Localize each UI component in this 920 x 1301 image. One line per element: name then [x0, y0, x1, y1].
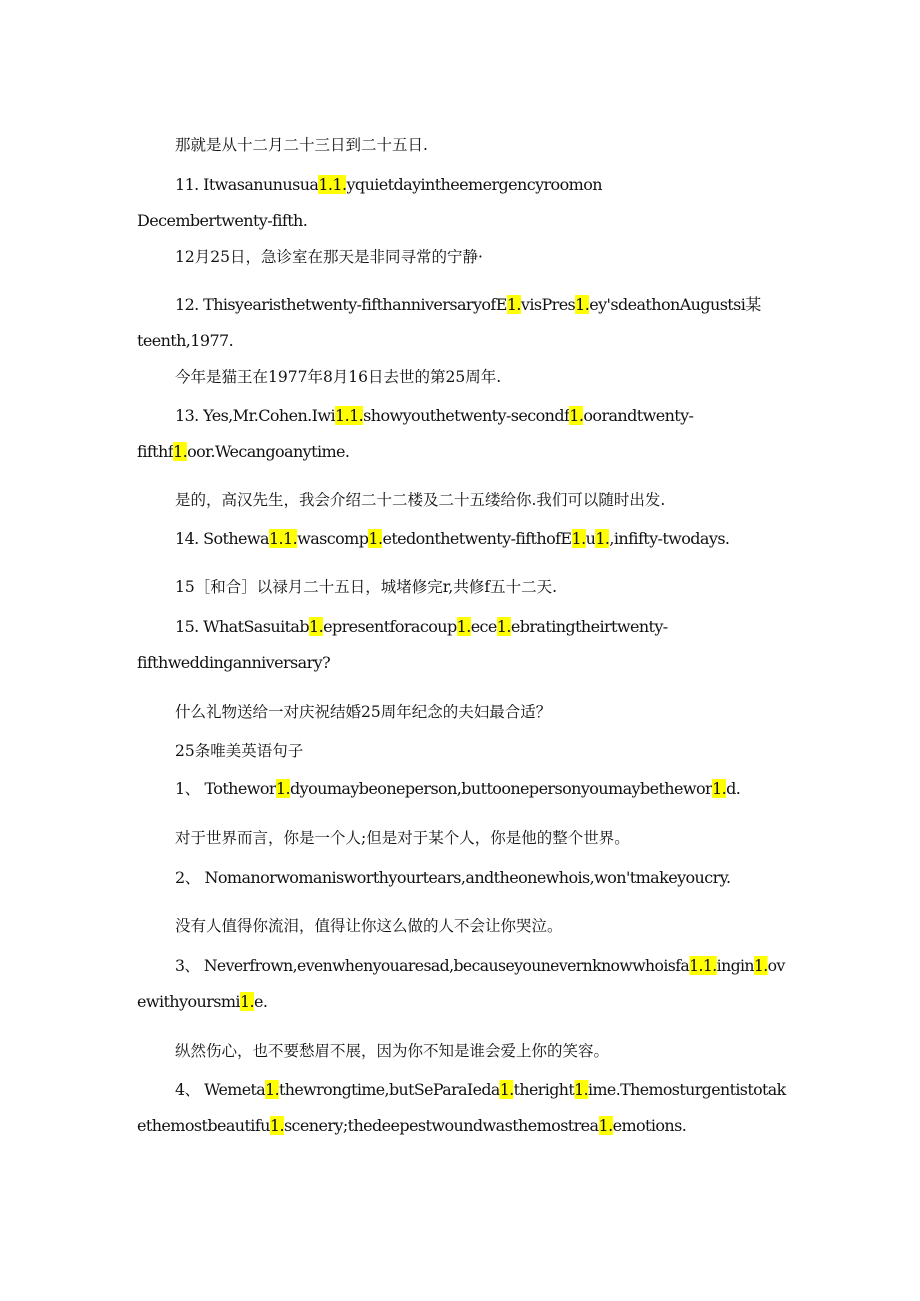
text-segment: 纵然伤心，也不要愁眉不展，因为你不知是谁会爱上你的笑容。: [175, 1042, 610, 1060]
text-line: [175, 406, 693, 426]
text-segment: dyoumaybeoneperson,buttoonepersonyoumaybethewor: [290, 779, 713, 798]
text-segment: showyouthetwenty-secondf: [363, 406, 570, 425]
text-segment: ,infifty-twodays.: [609, 529, 730, 548]
text-line: [175, 779, 740, 799]
text-segment: Decembertwenty-fifth.: [137, 211, 308, 230]
text-segment: visPres: [520, 295, 576, 314]
text-line: [175, 828, 630, 848]
text-segment: oor.Wecangoanytime.: [187, 442, 350, 461]
text-line: [175, 529, 729, 549]
text-segment: 14. Sothewa: [175, 529, 269, 548]
text-line: [175, 135, 428, 155]
highlighted-text: 1.: [598, 1116, 613, 1135]
text-line: [175, 1080, 786, 1100]
text-line: [137, 442, 349, 462]
highlighted-text: 1.: [239, 992, 255, 1011]
text-line: [175, 295, 761, 315]
text-line: [137, 992, 267, 1012]
text-segment: yquietdayintheemergencyroomon: [346, 175, 602, 194]
highlighted-text: 1.: [368, 529, 383, 548]
highlighted-text: 1.: [265, 1080, 280, 1099]
text-segment: 今年是猫王在1977年8月16日去世的第25周年.: [175, 368, 502, 386]
highlighted-text: 1.: [456, 617, 471, 636]
text-line: [175, 916, 563, 936]
highlighted-text: 1.: [173, 442, 188, 461]
text-segment: 没有人值得你流泪，值得让你这么做的人不会让你哭泣。: [175, 917, 563, 935]
highlighted-text: 1.: [712, 779, 727, 798]
text-segment: ethemostbeautifu: [137, 1116, 270, 1135]
text-segment: 是的，高汉先生，我会介绍二十二楼及二十五缕给你.我们可以随时出发.: [175, 491, 666, 509]
text-segment: ime.Themosturgentistotak: [588, 1080, 786, 1099]
text-segment: ey'sdeathonAugustsi某: [589, 295, 761, 314]
text-segment: oorandtwenty-: [583, 406, 694, 425]
text-segment: 15［和合］以禄月二十五日，城堵修完r,共修f五十二天.: [175, 578, 558, 596]
highlighted-text: 1.: [575, 295, 590, 314]
highlighted-text: 1.: [506, 295, 521, 314]
text-line: [175, 175, 602, 195]
text-line: [175, 1041, 609, 1061]
highlighted-text: 1.: [499, 1080, 514, 1099]
text-segment: u: [585, 529, 596, 548]
text-segment: 1、 Tothewor: [175, 779, 276, 798]
text-line: [137, 1116, 686, 1136]
text-segment: fifthweddinganniversary?: [137, 653, 331, 672]
text-segment: thewrongtime,butSeParaIeda: [279, 1080, 500, 1099]
text-segment: epresentforacoup: [323, 617, 457, 636]
highlighted-text: 1.1.: [318, 175, 347, 194]
text-segment: ebratingtheirtwenty-: [510, 617, 668, 636]
text-line: [175, 247, 483, 267]
highlighted-text: 1.: [269, 1116, 284, 1135]
highlighted-text: 1.: [595, 529, 610, 548]
text-segment: 那就是从十二月二十三日到二十五日.: [175, 136, 428, 154]
highlighted-text: 1.: [753, 956, 768, 975]
highlighted-text: 1.: [309, 617, 324, 636]
text-line: [175, 617, 668, 637]
text-segment: wascomp: [297, 529, 369, 548]
text-segment: emotions.: [612, 1116, 687, 1135]
text-segment: 什么礼物送给一对庆祝结婚25周年纪念的夫妇最合适？: [175, 703, 552, 721]
text-line: [175, 367, 501, 387]
text-segment: 对于世界而言，你是一个人;但是对于某个人，你是他的整个世界。: [175, 829, 630, 847]
text-line: [137, 211, 307, 231]
text-segment: 15. WhatSasuitab: [175, 617, 309, 636]
text-segment: fifthf: [137, 442, 174, 461]
text-segment: d.: [726, 779, 741, 798]
text-segment: ov: [767, 956, 785, 975]
text-line: [137, 653, 330, 673]
highlighted-text: 1.: [569, 406, 584, 425]
highlighted-text: 1.1.: [689, 956, 717, 975]
text-segment: e.: [254, 992, 268, 1011]
text-line: [137, 331, 233, 351]
text-line: [175, 490, 665, 510]
text-segment: 25条唯美英语句子: [175, 742, 304, 760]
highlighted-text: 1.1.: [335, 406, 364, 425]
text-segment: 12月25日，急诊室在那天是非同寻常的宁静·: [175, 248, 483, 266]
highlighted-text: 1.: [275, 779, 290, 798]
text-line: [175, 956, 785, 976]
text-segment: 4、 Wemeta: [175, 1080, 266, 1099]
text-segment: 11. Itwasanunusua: [175, 175, 319, 194]
text-segment: 12. Thisyearisthetwenty-fifthanniversaryofE: [175, 295, 507, 314]
text-line: [175, 702, 551, 722]
text-segment: 13. Yes,Mr.Cohen.Iwi: [175, 406, 336, 425]
text-segment: scenery;thedeepestwoundwasthemostrea: [283, 1116, 599, 1135]
text-segment: ewithyoursmi: [137, 992, 240, 1011]
text-segment: teenth,1977.: [137, 331, 234, 350]
text-segment: 3、 Neverfrown,evenwhenyouaresad,becauseyounevernknowwhoisfa: [175, 956, 690, 975]
text-segment: ece: [470, 617, 497, 636]
text-line: [175, 868, 730, 888]
text-line: [175, 741, 303, 761]
highlighted-text: 1.: [574, 1080, 589, 1099]
text-segment: theright: [513, 1080, 575, 1099]
text-segment: 2、 Nomanorwomanisworthyourtears,andtheonewhois,won'tmakeyoucry.: [175, 868, 731, 887]
text-line: [175, 577, 557, 597]
highlighted-text: 1.1.: [268, 529, 298, 548]
highlighted-text: 1.: [571, 529, 586, 548]
text-segment: ingin: [716, 956, 754, 975]
highlighted-text: 1.: [496, 617, 511, 636]
text-segment: etedonthetwenty-fifthofE: [382, 529, 572, 548]
